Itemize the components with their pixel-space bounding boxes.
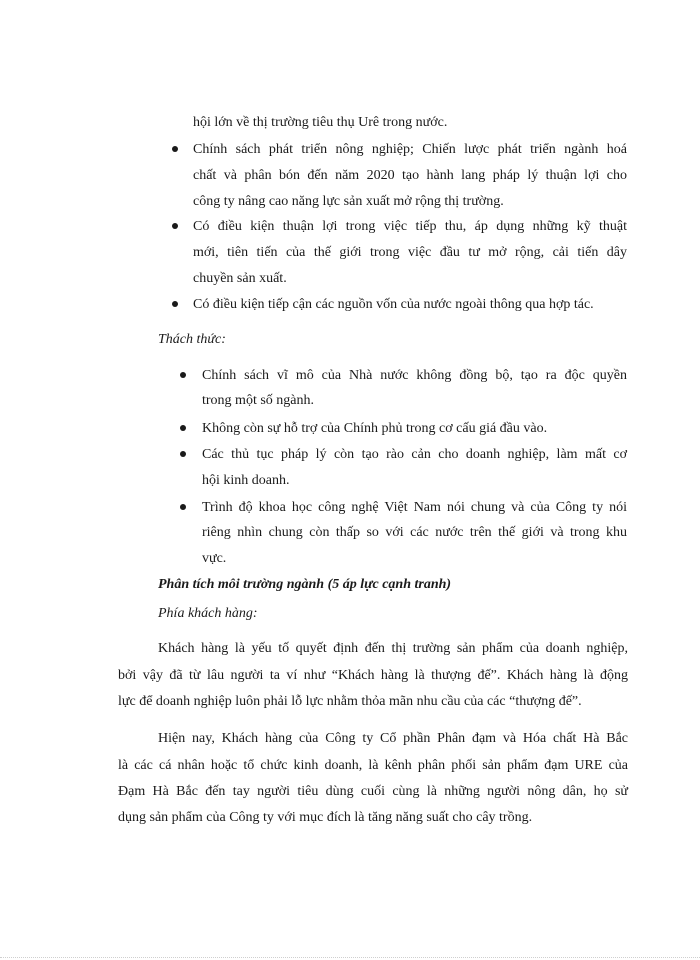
threats-heading: Thách thức: [158,332,226,347]
text-line: hội lớn về thị trường tiêu thụ Urê trong nước. [193,115,448,130]
list-item-line: Không còn sự hỗ trợ của Chính phủ trong cơ cấu giá đầu vào. [202,421,548,436]
list-item-line: công ty nâng cao năng lực sản xuất mở rộng thị trường. [193,194,504,209]
paragraph-line: Khách hàng là yếu tố quyết định đến thị trường sản phẩm của doanh nghiệp, [158,641,628,656]
list-item-line: riêng nhìn chung còn thấp so với các nước trên thế giới và trong khu [202,525,627,540]
bullet-icon [172,146,178,152]
list-item-line: vực. [202,551,227,566]
bullet-icon [180,425,186,431]
list-item-line: chất và phân bón đến năm 2020 tạo hành lang pháp lý thuận lợi cho [193,168,627,183]
bullet-icon [172,223,178,229]
list-item-line: trong một số ngành. [202,393,314,408]
list-item-line: Có điều kiện thuận lợi trong việc tiếp thu, áp dụng những kỹ thuật [193,219,627,234]
list-item-line: Trình độ khoa học công nghệ Việt Nam nói chung và của Công ty nói [202,500,627,515]
list-item-line: Chính sách vĩ mô của Nhà nước không đồng bộ, tạo ra độc quyền [202,368,627,383]
page-divider [0,957,700,958]
list-item-line: Chính sách phát triển nông nghiệp; Chiến lược phát triển ngành hoá [193,142,627,157]
bullet-icon [180,504,186,510]
paragraph-line: dụng sản phẩm của Công ty với mục đích là tăng năng suất cho cây trồng. [118,810,533,825]
sub-heading: Phía khách hàng: [158,606,258,621]
list-item-line: mới, tiên tiến của thế giới trong việc đầu tư mở rộng, cải tiến dây [193,245,627,260]
paragraph-line: Hiện nay, Khách hàng của Công ty Cổ phần Phân đạm và Hóa chất Hà Bắc [158,731,628,746]
list-item-line: Các thủ tục pháp lý còn tạo rào cản cho doanh nghiệp, làm mất cơ [202,447,627,462]
paragraph-line: bởi vậy đã từ lâu người ta ví như “Khách hàng là thượng đế”. Khách hàng là động [118,668,628,683]
bullet-icon [172,301,178,307]
paragraph-line: Đạm Hà Bắc đến tay người tiêu dùng cuối cùng là những người nông dân, họ sử [118,784,628,799]
list-item-line: Có điều kiện tiếp cận các nguồn vốn của nước ngoài thông qua hợp tác. [193,297,594,312]
list-item-line: chuyền sản xuất. [193,271,287,286]
section-heading: Phân tích môi trường ngành (5 áp lực cạnh tranh) [158,577,452,592]
bullet-icon [180,372,186,378]
paragraph-line: là các cá nhân hoặc tổ chức kinh doanh, là kênh phân phối sản phẩm đạm URE của [118,758,628,773]
list-item-line: hội kinh doanh. [202,473,290,488]
bullet-icon [180,451,186,457]
paragraph-line: lực để doanh nghiệp luôn phải lỗ lực nhằm thỏa mãn nhu cầu của các “thượng đế”. [118,694,582,709]
